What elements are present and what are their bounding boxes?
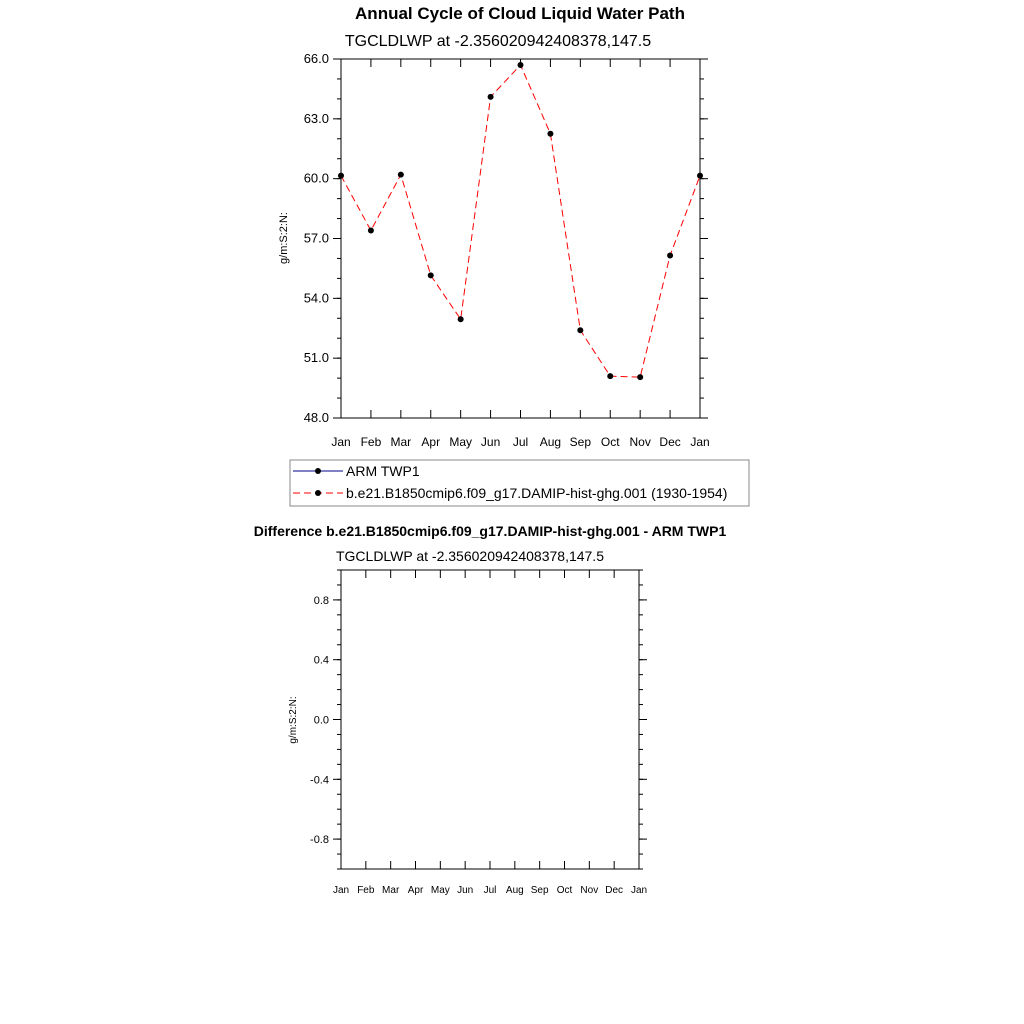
- y-tick-label: 0.0: [313, 714, 329, 727]
- x-tick-label: Sep: [530, 885, 549, 896]
- x-tick-label: Jan: [332, 885, 350, 896]
- legend-label-model: b.e21.B1850cmip6.f09_g17.DAMIP-hist-ghg.001 (1930-1954): [346, 485, 728, 501]
- x-tick-label: Jun: [457, 885, 474, 896]
- x-tick-label: Jun: [480, 435, 501, 449]
- data-point: [428, 272, 434, 278]
- x-tick-label: Apr: [407, 885, 424, 896]
- x-tick-label: Jul: [483, 885, 497, 896]
- x-tick-label: Sep: [569, 435, 592, 449]
- x-tick-label: Apr: [421, 435, 441, 449]
- chart1-ylabel: g/m:S:2:N:: [278, 212, 290, 264]
- data-point: [547, 131, 553, 137]
- data-point: [637, 374, 643, 380]
- data-point: [697, 173, 703, 179]
- chart2-axes: [310, 570, 647, 896]
- data-point: [577, 327, 583, 333]
- x-tick-label: Mar: [382, 885, 400, 896]
- data-point: [458, 316, 464, 322]
- x-tick-label: Nov: [580, 885, 599, 896]
- y-tick-label: 51.0: [303, 350, 329, 366]
- data-point: [398, 172, 404, 178]
- x-tick-label: Dec: [659, 435, 681, 449]
- x-tick-label: Feb: [360, 435, 382, 449]
- x-tick-label: Oct: [556, 885, 573, 896]
- x-tick-label: Feb: [357, 885, 375, 896]
- y-tick-label: 66.0: [303, 51, 329, 66]
- chart2-title: Difference b.e21.B1850cmip6.f09_g17.DAMIP-hist-ghg.001 - ARM TWP1: [253, 523, 727, 539]
- chart1-marks: [338, 62, 703, 380]
- y-tick-label: 57.0: [303, 230, 329, 246]
- legend-label-arm: ARM TWP1: [346, 463, 420, 479]
- y-tick-label: 54.0: [303, 290, 329, 306]
- legend-marker-model: [315, 490, 321, 496]
- data-point: [667, 252, 673, 258]
- x-tick-label: Aug: [505, 885, 524, 896]
- chart2-plot-frame: [341, 570, 639, 869]
- x-tick-label: May: [430, 885, 450, 896]
- x-tick-label: May: [449, 435, 473, 449]
- legend-marker-arm: [315, 468, 321, 474]
- chart1-subtitle: TGCLDLWP at -2.356020942408378,147.5: [344, 33, 652, 50]
- chart1-title: Annual Cycle of Cloud Liquid Water Path: [355, 4, 685, 23]
- chart2-ylabel: g/m:S:2:N:: [288, 696, 299, 744]
- y-tick-label: 48.0: [303, 410, 329, 425]
- data-point: [368, 228, 374, 234]
- chart1-plot-frame: [341, 59, 700, 418]
- data-point: [518, 62, 524, 68]
- chart2-subtitle: TGCLDLWP at -2.356020942408378,147.5: [335, 548, 605, 564]
- x-tick-label: Oct: [600, 435, 620, 449]
- x-tick-label: Jan: [630, 885, 648, 896]
- data-point: [607, 373, 613, 379]
- y-tick-label: 63.0: [303, 110, 329, 126]
- x-tick-label: Jan: [331, 435, 351, 449]
- x-tick-label: Dec: [605, 885, 624, 896]
- x-tick-label: Jan: [690, 435, 710, 449]
- y-tick-label: 0.4: [313, 654, 329, 667]
- data-point: [338, 173, 344, 179]
- x-tick-label: Nov: [629, 435, 651, 449]
- y-tick-label: 0.8: [313, 594, 329, 607]
- chart1-axes: [304, 51, 710, 449]
- y-tick-label: 60.0: [303, 170, 329, 186]
- y-tick-label: -0.4: [310, 774, 329, 787]
- x-tick-label: Jul: [512, 435, 529, 449]
- x-tick-label: Aug: [539, 435, 562, 449]
- y-tick-label: -0.8: [310, 834, 329, 847]
- data-point: [488, 94, 494, 100]
- series-line-2: [341, 65, 700, 377]
- x-tick-label: Mar: [390, 435, 412, 449]
- chart1-legend: [290, 460, 749, 506]
